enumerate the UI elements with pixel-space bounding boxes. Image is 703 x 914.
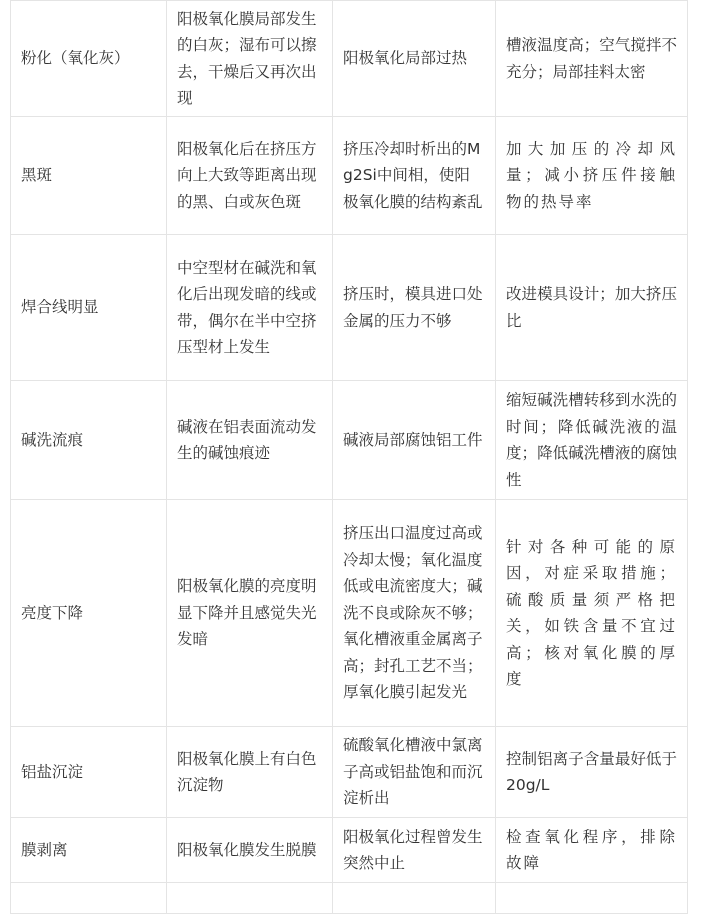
table-row [11,1,688,117]
defect-symptom: 阳极氧化膜的亮度明显下降并且感觉失光发暗 [167,500,333,727]
table-row [11,818,688,883]
defect-remedy: 控制铝离子含量最好低于20g/L [496,727,688,818]
defect-remedy: 检查氧化程序，排除故障 [496,818,688,883]
defect-name: 黑斑 [11,117,167,235]
empty-cell [333,883,496,914]
defect-name: 亮度下降 [11,500,167,727]
defect-symptom: 阳极氧化膜上有白色沉淀物 [167,727,333,818]
defect-table [10,0,688,914]
defect-cause: 挤压时，模具进口处金属的压力不够 [333,235,496,381]
defect-name: 焊合线明显 [11,235,167,381]
empty-cell [167,883,333,914]
defect-symptom: 中空型材在碱洗和氧化后出现发暗的线或带，偶尔在半中空挤压型材上发生 [167,235,333,381]
table-row [11,117,688,235]
defect-remedy: 加大加压的冷却风量；减小挤压件接触物的热导率 [496,117,688,235]
defect-name: 碱洗流痕 [11,381,167,500]
defect-remedy: 槽液温度高；空气搅拌不充分；局部挂料太密 [496,1,688,117]
defect-cause: 挤压冷却时析出的Mg2Si中间相，使阳极氧化膜的结构紊乱 [333,117,496,235]
defect-cause: 阳极氧化过程曾发生突然中止 [333,818,496,883]
table-row [11,727,688,818]
defect-symptom: 阳极氧化膜局部发生的白灰；湿布可以擦去，干燥后又再次出现 [167,1,333,117]
defect-symptom: 阳极氧化后在挤压方向上大致等距离出现的黑、白或灰色斑 [167,117,333,235]
defect-cause: 阳极氧化局部过热 [333,1,496,117]
defect-symptom: 碱液在铝表面流动发生的碱蚀痕迹 [167,381,333,500]
defect-name: 铝盐沉淀 [11,727,167,818]
defect-cause: 挤压出口温度过高或冷却太慢；氧化温度低或电流密度大；碱洗不良或除灰不够；氧化槽液重金属离子高；封孔工艺不当；厚氧化膜引起发光 [333,500,496,727]
defect-remedy: 针对各种可能的原因，对症采取措施；硫酸质量须严格把关，如铁含量不宜过高；核对氧化膜的厚度 [496,500,688,727]
defect-name: 粉化（氧化灰） [11,1,167,117]
empty-cell [496,883,688,914]
defect-cause: 碱液局部腐蚀铝工件 [333,381,496,500]
defect-remedy: 缩短碱洗槽转移到水洗的时间；降低碱洗液的温度；降低碱洗槽液的腐蚀性 [496,381,688,500]
defect-symptom: 阳极氧化膜发生脱膜 [167,818,333,883]
table-row-partial [11,883,688,914]
empty-cell [11,883,167,914]
table-row [11,235,688,381]
table-row [11,381,688,500]
table-row [11,500,688,727]
defect-remedy: 改进模具设计；加大挤压比 [496,235,688,381]
defect-name: 膜剥离 [11,818,167,883]
defect-cause: 硫酸氧化槽液中氯离子高或铝盐饱和而沉淀析出 [333,727,496,818]
